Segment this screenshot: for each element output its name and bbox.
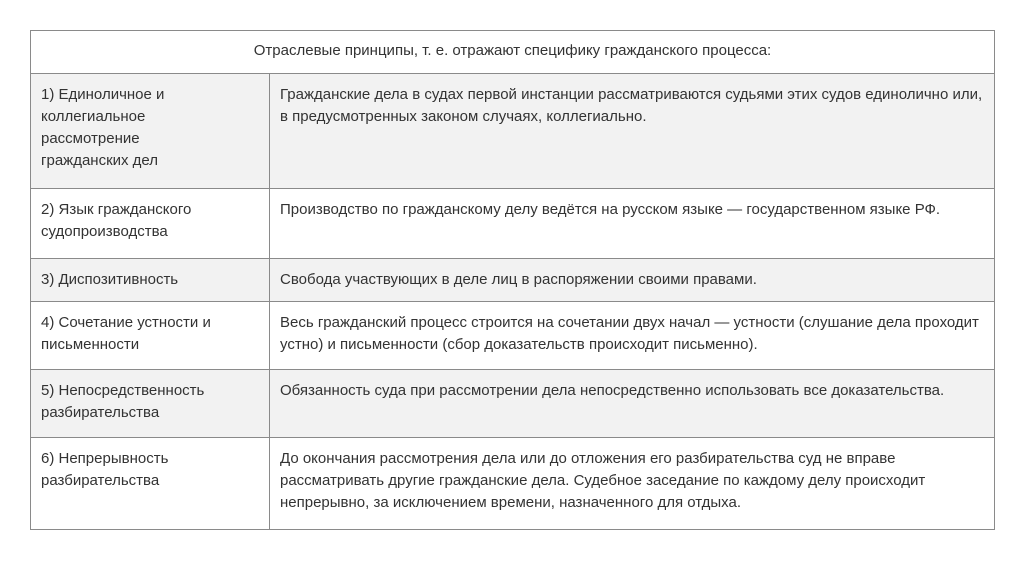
- table-row: [31, 438, 995, 530]
- principle-name: 3) Диспозитивность: [31, 259, 270, 302]
- table-row: [31, 74, 995, 189]
- principle-description: Производство по гражданскому делу ведётся на русском языке — государственном языке РФ.: [270, 189, 995, 259]
- principle-description: Свобода участвующих в деле лиц в распоряжении своими правами.: [270, 259, 995, 302]
- principle-name: 4) Сочетание устности и письменности: [31, 302, 270, 370]
- table-header: Отраслевые принципы, т. е. отражают специфику гражданского процесса:: [31, 31, 995, 74]
- principle-name: 1) Единоличное и коллегиальное рассмотрение гражданских дел: [31, 74, 270, 189]
- principle-name: 2) Язык гражданского судопроизводства: [31, 189, 270, 259]
- principles-table: [30, 30, 995, 530]
- principle-description: До окончания рассмотрения дела или до отложения его разбирательства суд не вправе рассматривать другие гражданские дела. Судебное заседание по каждому делу происходит непрерывно, за исключением времени, назначенного для отдыха.: [270, 438, 995, 530]
- table-row: [31, 302, 995, 370]
- principle-name: 6) Непрерывность разбирательства: [31, 438, 270, 530]
- table-row: [31, 259, 995, 302]
- table-row: [31, 189, 995, 259]
- principle-description: Гражданские дела в судах первой инстанции рассматриваются судьями этих судов единолично или, в предусмотренных законом случаях, коллегиально.: [270, 74, 995, 189]
- table-row: [31, 370, 995, 438]
- table-header-row: [31, 31, 995, 74]
- principle-description: Обязанность суда при рассмотрении дела непосредственно использовать все доказательства.: [270, 370, 995, 438]
- principle-description: Весь гражданский процесс строится на сочетании двух начал — устности (слушание дела проходит устно) и письменности (сбор доказательств происходит письменно).: [270, 302, 995, 370]
- principle-name: 5) Непосредственность разбирательства: [31, 370, 270, 438]
